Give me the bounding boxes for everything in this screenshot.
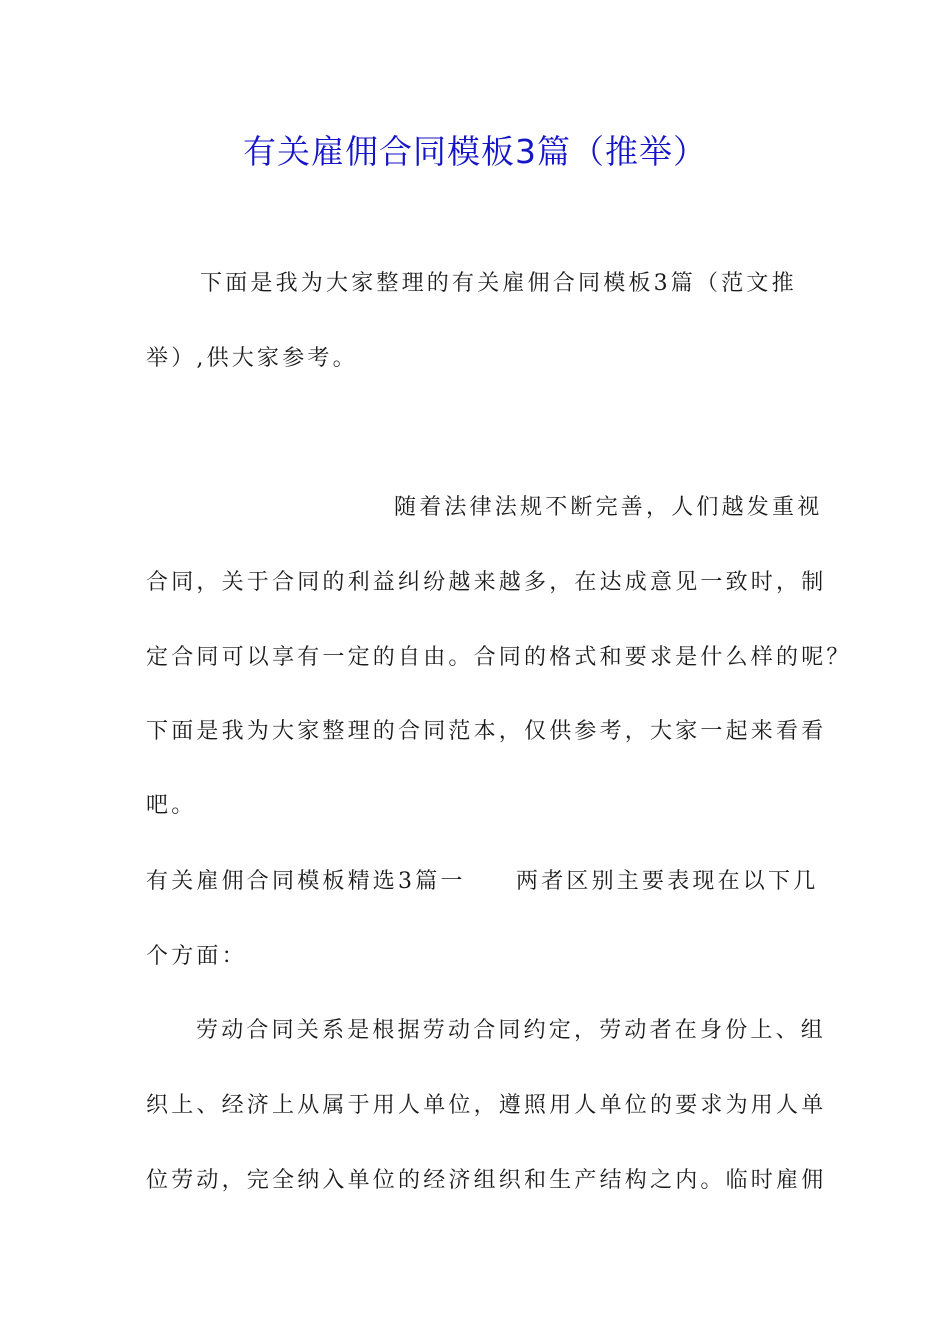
body-line-3: 定合同可以享有一定的自由。合同的格式和要求是什么样的呢？ xyxy=(146,645,852,670)
body-line-2: 合同，关于合同的利益纠纷越来越多，在达成意见一致时，制 xyxy=(146,570,827,595)
section-heading-line: 有关雇佣合同模板精选3篇一 两者区别主要表现在以下几 xyxy=(146,869,819,894)
body-line-4: 下面是我为大家整理的合同范本，仅供参考，大家一起来看看 xyxy=(146,719,827,744)
paragraph-line-2: 织上、经济上从属于用人单位，遵照用人单位的要求为用人单 xyxy=(146,1093,827,1118)
body-line-1: 随着法律法规不断完善，人们越发重视 xyxy=(394,495,823,520)
paragraph-line-3: 位劳动，完全纳入单位的经济组织和生产结构之内。临时雇佣 xyxy=(146,1168,827,1193)
paragraph-line-1: 劳动合同关系是根据劳动合同约定，劳动者在身份上、组 xyxy=(196,1018,827,1043)
intro-line-2: 举）,供大家参考。 xyxy=(146,346,358,371)
section-line-2: 个方面： xyxy=(146,944,247,969)
document-title: 有关雇佣合同模板3篇（推举） xyxy=(243,132,707,171)
body-line-5: 吧。 xyxy=(146,793,197,818)
intro-line-1: 下面是我为大家整理的有关雇佣合同模板3篇（范文推 xyxy=(200,271,797,296)
